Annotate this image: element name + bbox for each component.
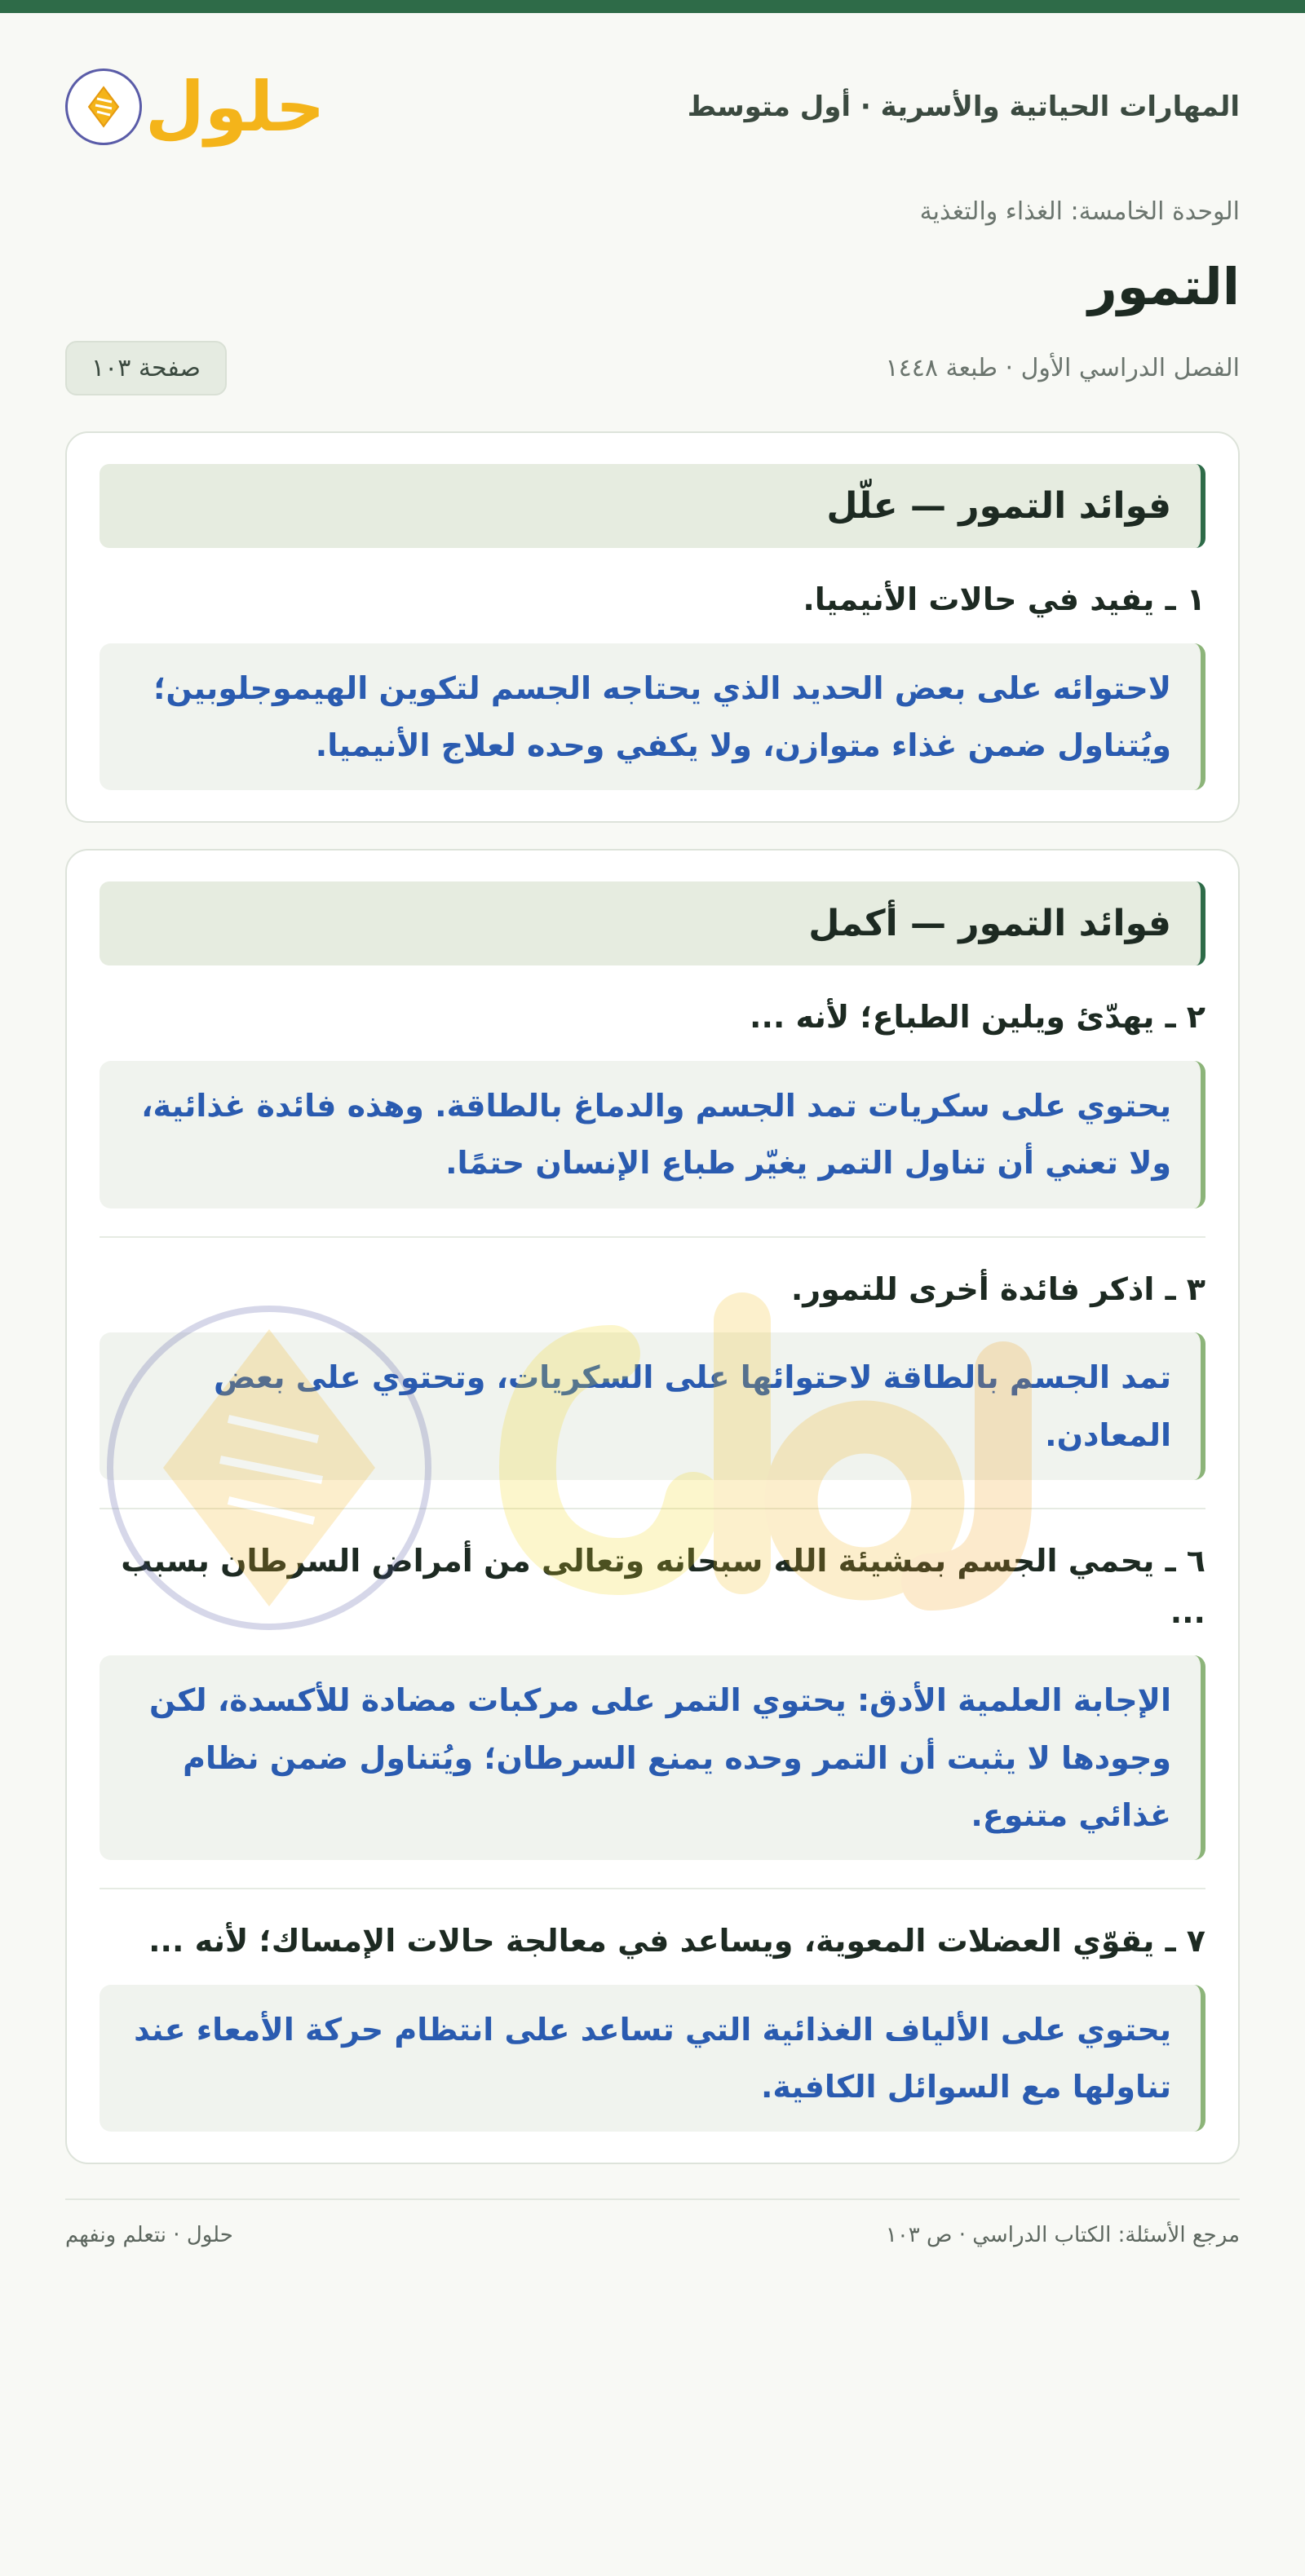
top-accent-bar [0,0,1305,13]
page-number-badge: صفحة ١٠٣ [65,341,227,395]
question: ٦ ـ يحمي الجسم بمشيئة الله سبحانه وتعالى من أمراض السرطان بسبب ... [121,1542,1205,1630]
question: ٧ ـ يقوّي العضلات المعوية، ويساعد في معالجة حالات الإمساك؛ لأنه ... [148,1923,1205,1960]
footer-reference: مرجع الأسئلة: الكتاب الدراسي · ص ١٠٣ [885,2223,1240,2248]
footer [65,2223,1240,2247]
answer: يحتوي على سكريات تمد الجسم والدماغ بالطاقة. وهذه فائدة غذائية، ولا تعني أن تناول التمر يغيّر طباع الإنسان حتمًا. [100,1061,1205,1208]
book-icon [65,68,142,145]
footer-divider [65,2198,1240,2200]
subject-title: المهارات الحياتية والأسرية · أول متوسط [687,91,1240,123]
logo-wordmark: حلول [145,67,325,147]
page-title: التمور [1088,257,1240,316]
divider [100,1236,1205,1238]
answer: يحتوي على الألياف الغذائية التي تساعد على انتظام حركة الأمعاء عند تناولها مع السوائل الكافية. [100,1985,1205,2132]
divider [100,1888,1205,1889]
question: ١ ـ يفيد في حالات الأنيميا. [803,581,1205,617]
divider [100,1508,1205,1509]
question: ٣ ـ اذكر فائدة أخرى للتمور. [790,1270,1205,1307]
question: ٢ ـ يهدّئ ويلين الطباع؛ لأنه ... [750,999,1205,1036]
section-heading: فوائد التمور — أكمل [100,881,1205,965]
section-card-complete [65,849,1240,2164]
brand-logo[interactable] [65,68,325,145]
answer: تمد الجسم بالطاقة لاحتوائها على السكريات، وتحتوي على بعض المعادن. [100,1332,1205,1480]
section-heading: فوائد التمور — علّل [100,464,1205,548]
answer: لاحتوائه على بعض الحديد الذي يحتاجه الجسم لتكوين الهيموجلوبين؛ ويُتناول ضمن غذاء متوازن، ولا يكفي وحده لعلاج الأنيميا. [100,643,1205,791]
answer: الإجابة العلمية الأدق: يحتوي التمر على مركبات مضادة للأكسدة، لكن وجودها لا يثبت أن التمر وحده يمنع السرطان؛ ويُتناول ضمن نظام غذائي متنوع. [100,1655,1205,1860]
header [65,13,1240,201]
meta-row [65,341,1240,395]
semester-info: الفصل الدراسي الأول · طبعة ١٤٤٨ [885,354,1240,382]
section-card-explain [65,431,1240,823]
page [0,13,1305,2247]
footer-brand: حلول · نتعلم ونفهم [65,2223,233,2248]
unit-label: الوحدة الخامسة: الغذاء والتغذية [919,197,1240,226]
